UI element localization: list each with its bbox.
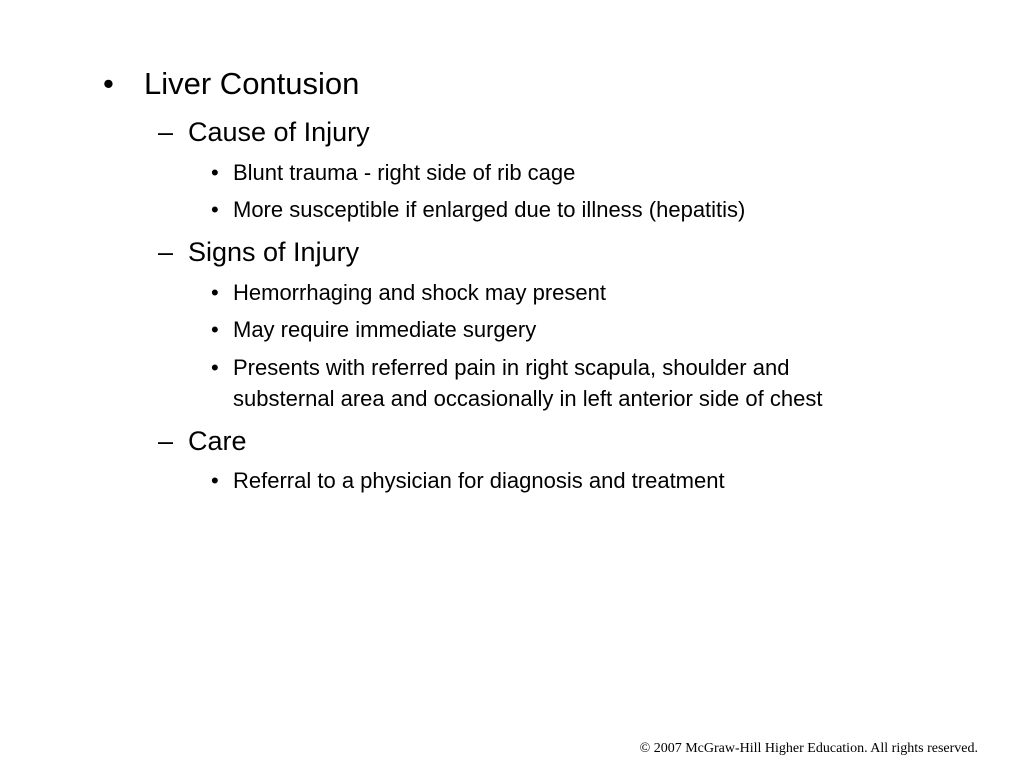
bullet-dot-icon: • (211, 355, 219, 380)
list-item-text: Presents with referred pain in right scapula, shoulder and (233, 355, 790, 380)
bullet-dot-icon: • (211, 197, 219, 222)
list-item-text: More susceptible if enlarged due to illness (hepatitis) (233, 197, 746, 222)
bullet-dot-icon: • (211, 160, 219, 185)
subheading-cause-of-injury (158, 116, 370, 148)
list-item (211, 159, 576, 187)
bullet-dot-icon: • (103, 66, 114, 101)
subheading-care (158, 425, 247, 457)
list-item-text: substernal area and occasionally in left anterior side of chest (233, 386, 823, 411)
dash-icon: – (158, 237, 174, 267)
list-item-continuation (233, 385, 822, 413)
list-item-text: Hemorrhaging and shock may present (233, 280, 606, 305)
list-item (211, 279, 606, 307)
bullet-dot-icon: • (211, 317, 219, 342)
list-item-text: Blunt trauma - right side of rib cage (233, 160, 576, 185)
bullet-liver-contusion (103, 66, 360, 102)
list-item-text: Referral to a physician for diagnosis and treatment (233, 468, 725, 493)
subheading-signs-of-injury (158, 236, 360, 268)
dash-icon: – (158, 426, 174, 456)
subheading-text: Signs of Injury (188, 237, 360, 267)
dash-icon: – (158, 117, 174, 147)
heading-text: Liver Contusion (144, 66, 360, 101)
list-item (211, 196, 746, 224)
copyright-footer: © 2007 McGraw-Hill Higher Education. All rights reserved. (639, 741, 978, 756)
bullet-dot-icon: • (211, 280, 219, 305)
list-item-text: May require immediate surgery (233, 317, 537, 342)
bullet-dot-icon: • (211, 468, 219, 493)
list-item (211, 467, 725, 495)
subheading-text: Cause of Injury (188, 117, 370, 147)
subheading-text: Care (188, 426, 247, 456)
list-item (211, 316, 537, 344)
list-item (211, 354, 790, 382)
